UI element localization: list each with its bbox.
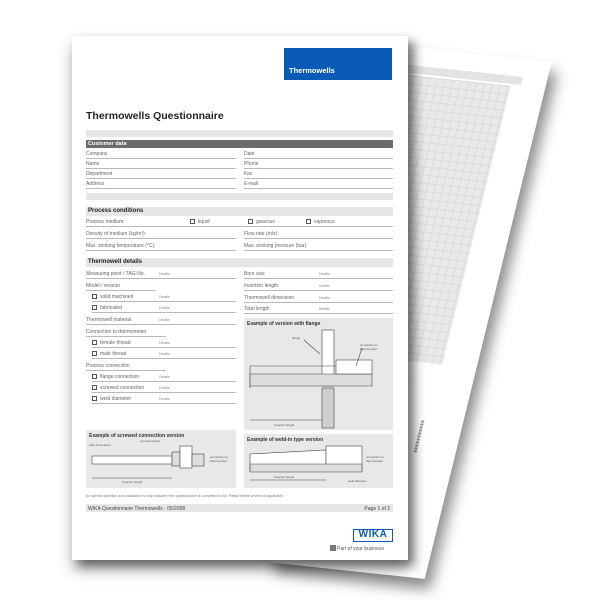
checkbox-icon[interactable] xyxy=(92,340,97,345)
field-max-temperature[interactable]: Max. working temperature (°C): xyxy=(86,241,236,251)
svg-text:connection to: connection to xyxy=(210,455,228,459)
option-fabricated[interactable]: fabricated Details xyxy=(92,303,236,313)
tagline-mark-icon xyxy=(330,545,336,551)
figure-flange-version: Example of version with flange flange connection to thermometer insertion length xyxy=(244,318,393,430)
svg-text:insertion length: insertion length xyxy=(274,475,295,479)
svg-text:tube dimensions: tube dimensions xyxy=(89,443,111,447)
field-max-pressure[interactable]: Max. working pressure (bar): xyxy=(244,241,393,251)
field-process-medium xyxy=(86,217,393,227)
svg-text:insertion length: insertion length xyxy=(274,423,295,427)
field-company[interactable]: Company xyxy=(86,149,236,159)
svg-text:insertion length: insertion length xyxy=(122,480,143,484)
checkbox-icon[interactable] xyxy=(248,219,253,224)
back-page-vertical-text xyxy=(414,420,425,452)
field-bore-size[interactable]: Bore size Details xyxy=(244,269,393,279)
field-fax[interactable]: Fax xyxy=(244,169,393,179)
field-phone[interactable]: Phone xyxy=(244,159,393,169)
option-male-thread[interactable]: male thread Details xyxy=(92,349,236,359)
section-header-customer-data: Customer data xyxy=(86,140,393,148)
svg-text:thermometer: thermometer xyxy=(360,347,378,351)
field-process-connection: Process connection xyxy=(86,361,166,371)
field-thermowell-dimension[interactable]: Thermowell dimension Details xyxy=(244,293,393,303)
checkbox-icon[interactable] xyxy=(92,351,97,356)
footnote: An optimal selection and calculation is only possible if the questionnaire is completed in full. Please delete where not applicable. xyxy=(86,494,284,498)
svg-text:process thread: process thread xyxy=(140,439,160,443)
category-banner: Thermowells xyxy=(284,48,392,80)
weld-in-drawing-icon xyxy=(244,434,393,488)
field-insertion-length[interactable]: Insertion length Details xyxy=(244,281,393,291)
field-address[interactable]: Address xyxy=(86,179,236,189)
page-number: Page 1 of 2 xyxy=(364,505,390,512)
option-weld-diameter[interactable]: weld diameter Details xyxy=(92,394,236,404)
doc-reference: WIKA Questionnaire Thermowells · 05/2008 xyxy=(88,505,186,512)
spacer-band xyxy=(86,193,393,200)
checkbox-icon[interactable] xyxy=(306,219,311,224)
field-name[interactable]: Name xyxy=(86,159,236,169)
figure-screwed-version: Example of screwed connection version tube dimensions process thread connection to thermometer insertion length xyxy=(86,430,236,488)
checkbox-icon[interactable] xyxy=(92,396,97,401)
field-model-version: Model / version xyxy=(86,281,156,291)
option-flange-connection[interactable]: flange connection Details xyxy=(92,372,236,382)
field-connection-to-thermometer: Connection to thermometer xyxy=(86,327,166,337)
svg-text:flange: flange xyxy=(292,336,301,340)
option-screwed-connection[interactable]: screwed connection Details xyxy=(92,383,236,393)
checkbox-icon[interactable] xyxy=(92,294,97,299)
option-solid-machined[interactable]: solid machined Details xyxy=(92,292,236,302)
field-department[interactable]: Department xyxy=(86,169,236,179)
checkbox-icon[interactable] xyxy=(92,385,97,390)
footer-bar xyxy=(86,504,393,512)
section-header-thermowell-details: Thermowell details xyxy=(86,258,393,267)
flange-drawing-icon xyxy=(244,318,393,430)
checkbox-liquid[interactable]: liquid xyxy=(190,219,210,225)
svg-text:weld diameter: weld diameter xyxy=(348,479,367,483)
tagline: Part of your business xyxy=(330,545,384,552)
field-email[interactable]: E-mail xyxy=(244,179,393,189)
process-medium-label: Process medium: xyxy=(86,219,125,225)
option-female-thread[interactable]: female thread Details xyxy=(92,338,236,348)
checkbox-icon[interactable] xyxy=(190,219,195,224)
screwed-drawing-icon xyxy=(86,430,236,488)
svg-text:connection to: connection to xyxy=(366,455,384,459)
page-title: Thermowells Questionnaire xyxy=(86,110,224,122)
spacer-band xyxy=(86,130,393,137)
checkbox-vaporous[interactable]: vaporous xyxy=(306,219,335,225)
figure-weld-in-version: Example of weld-in type version connection to thermometer insertion length weld diameter xyxy=(244,434,393,488)
front-page xyxy=(72,36,408,560)
wika-logo: WIKA xyxy=(353,529,393,542)
checkbox-icon[interactable] xyxy=(92,374,97,379)
svg-text:connection to: connection to xyxy=(360,343,378,347)
field-measuring-point[interactable]: Measuring point / TAG-No. Details xyxy=(86,269,236,279)
checkbox-gaseous[interactable]: gaseous xyxy=(248,219,275,225)
field-density[interactable]: Density of medium (kg/m³): xyxy=(86,229,236,239)
field-date[interactable]: Date xyxy=(244,149,393,159)
field-thermowell-material[interactable]: Thermowell material Details xyxy=(86,315,236,325)
svg-text:thermometer: thermometer xyxy=(210,459,228,463)
field-total-length[interactable]: Total length Details xyxy=(244,304,393,314)
svg-text:thermometer: thermometer xyxy=(366,459,384,463)
field-flow-rate[interactable]: Flow rate (m/s): xyxy=(244,229,393,239)
checkbox-icon[interactable] xyxy=(92,305,97,310)
section-header-process-conditions: Process conditions xyxy=(86,207,393,216)
